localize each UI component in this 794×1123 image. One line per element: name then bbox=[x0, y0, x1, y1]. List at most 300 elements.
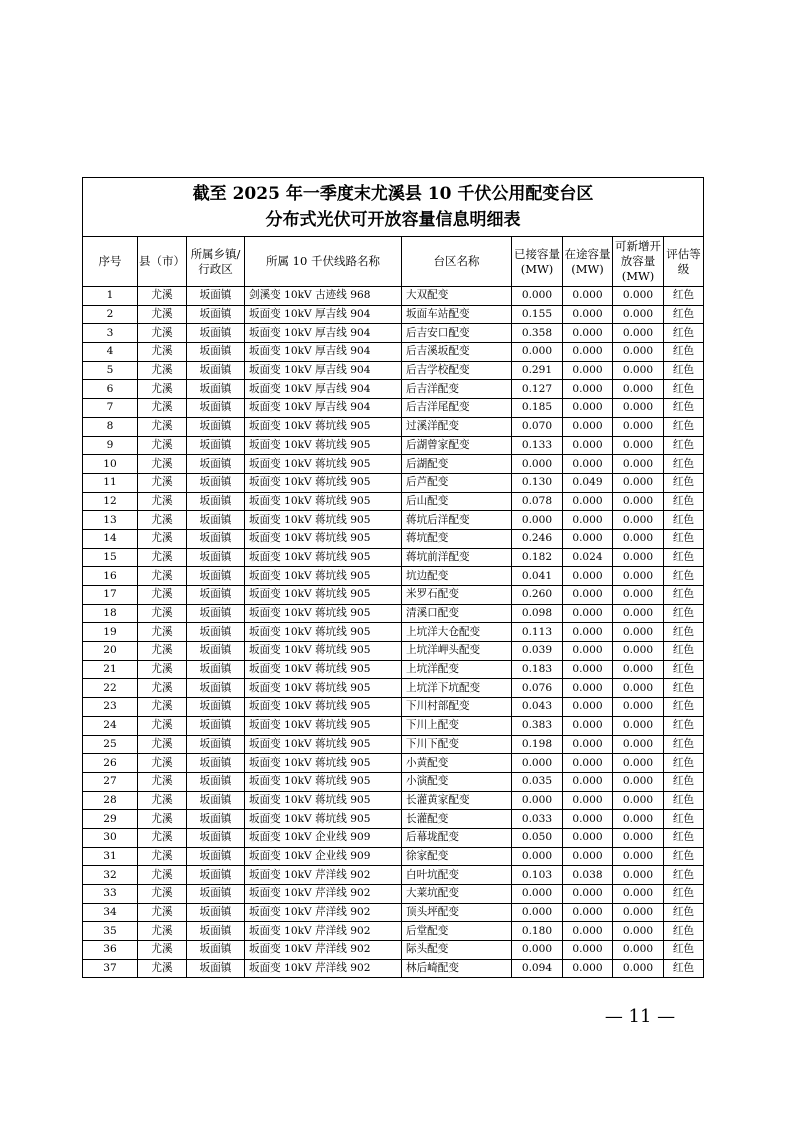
cell-in-transit: 0.000 bbox=[563, 903, 613, 922]
cell-grade: 红色 bbox=[664, 866, 704, 885]
cell-index: 15 bbox=[83, 548, 138, 567]
cell-town: 坂面镇 bbox=[187, 754, 245, 773]
cell-open: 0.000 bbox=[613, 754, 664, 773]
cell-in-transit: 0.000 bbox=[563, 399, 613, 418]
cell-in-transit: 0.000 bbox=[563, 679, 613, 698]
cell-town: 坂面镇 bbox=[187, 343, 245, 362]
cell-open: 0.000 bbox=[613, 361, 664, 380]
cell-grade: 红色 bbox=[664, 642, 704, 661]
cell-index: 12 bbox=[83, 492, 138, 511]
cell-in-transit: 0.000 bbox=[563, 287, 613, 306]
cell-index: 27 bbox=[83, 772, 138, 791]
cell-open: 0.000 bbox=[613, 604, 664, 623]
cell-connected: 0.358 bbox=[512, 324, 563, 343]
cell-area: 后湖配变 bbox=[402, 455, 512, 474]
cell-line: 坂面变 10kV 蒋坑线 905 bbox=[245, 642, 402, 661]
cell-county: 尤溪 bbox=[138, 305, 187, 324]
cell-index: 11 bbox=[83, 473, 138, 492]
cell-open: 0.000 bbox=[613, 399, 664, 418]
cell-index: 4 bbox=[83, 343, 138, 362]
cell-town: 坂面镇 bbox=[187, 305, 245, 324]
cell-line: 坂面变 10kV 蒋坑线 905 bbox=[245, 810, 402, 829]
cell-line: 坂面变 10kV 蒋坑线 905 bbox=[245, 623, 402, 642]
cell-connected: 0.133 bbox=[512, 436, 563, 455]
cell-in-transit: 0.000 bbox=[563, 623, 613, 642]
cell-open: 0.000 bbox=[613, 305, 664, 324]
cell-area: 白叶坑配变 bbox=[402, 866, 512, 885]
cell-open: 0.000 bbox=[613, 586, 664, 605]
cell-open: 0.000 bbox=[613, 885, 664, 904]
cell-connected: 0.113 bbox=[512, 623, 563, 642]
table-row bbox=[83, 866, 704, 885]
cell-town: 坂面镇 bbox=[187, 698, 245, 717]
cell-open: 0.000 bbox=[613, 866, 664, 885]
cell-town: 坂面镇 bbox=[187, 791, 245, 810]
cell-line: 坂面变 10kV 芹洋线 902 bbox=[245, 941, 402, 960]
cell-connected: 0.041 bbox=[512, 567, 563, 586]
cell-in-transit: 0.000 bbox=[563, 791, 613, 810]
cell-area: 上坑洋下坑配变 bbox=[402, 679, 512, 698]
cell-open: 0.000 bbox=[613, 529, 664, 548]
table-row bbox=[83, 305, 704, 324]
cell-area: 上坑洋配变 bbox=[402, 660, 512, 679]
cell-grade: 红色 bbox=[664, 567, 704, 586]
cell-town: 坂面镇 bbox=[187, 866, 245, 885]
cell-index: 23 bbox=[83, 698, 138, 717]
cell-index: 8 bbox=[83, 417, 138, 436]
cell-county: 尤溪 bbox=[138, 772, 187, 791]
cell-line: 坂面变 10kV 蒋坑线 905 bbox=[245, 735, 402, 754]
table-row bbox=[83, 399, 704, 418]
cell-open: 0.000 bbox=[613, 642, 664, 661]
table-row bbox=[83, 529, 704, 548]
cell-line: 坂面变 10kV 蒋坑线 905 bbox=[245, 716, 402, 735]
cell-connected: 0.291 bbox=[512, 361, 563, 380]
cell-county: 尤溪 bbox=[138, 473, 187, 492]
table-row bbox=[83, 548, 704, 567]
table-row bbox=[83, 586, 704, 605]
cell-line: 坂面变 10kV 厚吉线 904 bbox=[245, 324, 402, 343]
cell-county: 尤溪 bbox=[138, 567, 187, 586]
cell-line: 坂面变 10kV 企业线 909 bbox=[245, 828, 402, 847]
cell-in-transit: 0.000 bbox=[563, 885, 613, 904]
cell-area: 徐家配变 bbox=[402, 847, 512, 866]
cell-area: 顶头坪配变 bbox=[402, 903, 512, 922]
cell-in-transit: 0.000 bbox=[563, 305, 613, 324]
cell-area: 坑边配变 bbox=[402, 567, 512, 586]
page-number: — 11 — bbox=[604, 1006, 676, 1027]
cell-in-transit: 0.000 bbox=[563, 586, 613, 605]
table-row bbox=[83, 492, 704, 511]
cell-grade: 红色 bbox=[664, 847, 704, 866]
cell-line: 坂面变 10kV 蒋坑线 905 bbox=[245, 529, 402, 548]
cell-in-transit: 0.000 bbox=[563, 810, 613, 829]
table-row bbox=[83, 361, 704, 380]
table-row bbox=[83, 473, 704, 492]
cell-connected: 0.070 bbox=[512, 417, 563, 436]
cell-index: 19 bbox=[83, 623, 138, 642]
cell-line: 坂面变 10kV 厚吉线 904 bbox=[245, 399, 402, 418]
cell-town: 坂面镇 bbox=[187, 828, 245, 847]
cell-area: 蒋坑配变 bbox=[402, 529, 512, 548]
cell-area: 后吉洋配变 bbox=[402, 380, 512, 399]
col-header-index: 序号 bbox=[83, 237, 138, 287]
cell-in-transit: 0.000 bbox=[563, 941, 613, 960]
cell-grade: 红色 bbox=[664, 810, 704, 829]
cell-area: 后芦配变 bbox=[402, 473, 512, 492]
cell-grade: 红色 bbox=[664, 324, 704, 343]
cell-in-transit: 0.000 bbox=[563, 417, 613, 436]
cell-area: 下川村部配变 bbox=[402, 698, 512, 717]
cell-grade: 红色 bbox=[664, 903, 704, 922]
cell-connected: 0.000 bbox=[512, 343, 563, 362]
cell-connected: 0.000 bbox=[512, 791, 563, 810]
table-row bbox=[83, 716, 704, 735]
cell-in-transit: 0.000 bbox=[563, 604, 613, 623]
cell-town: 坂面镇 bbox=[187, 922, 245, 941]
cell-grade: 红色 bbox=[664, 473, 704, 492]
cell-town: 坂面镇 bbox=[187, 380, 245, 399]
cell-grade: 红色 bbox=[664, 529, 704, 548]
cell-grade: 红色 bbox=[664, 586, 704, 605]
cell-connected: 0.185 bbox=[512, 399, 563, 418]
cell-line: 坂面变 10kV 厚吉线 904 bbox=[245, 361, 402, 380]
cell-connected: 0.000 bbox=[512, 941, 563, 960]
cell-connected: 0.246 bbox=[512, 529, 563, 548]
cell-in-transit: 0.000 bbox=[563, 847, 613, 866]
cell-county: 尤溪 bbox=[138, 492, 187, 511]
cell-grade: 红色 bbox=[664, 885, 704, 904]
cell-town: 坂面镇 bbox=[187, 492, 245, 511]
cell-county: 尤溪 bbox=[138, 885, 187, 904]
cell-open: 0.000 bbox=[613, 941, 664, 960]
cell-town: 坂面镇 bbox=[187, 548, 245, 567]
cell-line: 剑溪变 10kV 古迹线 968 bbox=[245, 287, 402, 306]
cell-line: 坂面变 10kV 蒋坑线 905 bbox=[245, 679, 402, 698]
cell-town: 坂面镇 bbox=[187, 660, 245, 679]
cell-line: 坂面变 10kV 芹洋线 902 bbox=[245, 885, 402, 904]
cell-connected: 0.182 bbox=[512, 548, 563, 567]
cell-area: 后幕垅配变 bbox=[402, 828, 512, 847]
cell-area: 林后崎配变 bbox=[402, 959, 512, 978]
cell-grade: 红色 bbox=[664, 660, 704, 679]
cell-grade: 红色 bbox=[664, 343, 704, 362]
cell-in-transit: 0.000 bbox=[563, 922, 613, 941]
cell-connected: 0.383 bbox=[512, 716, 563, 735]
table-row bbox=[83, 903, 704, 922]
cell-county: 尤溪 bbox=[138, 866, 187, 885]
cell-town: 坂面镇 bbox=[187, 959, 245, 978]
cell-town: 坂面镇 bbox=[187, 586, 245, 605]
cell-line: 坂面变 10kV 厚吉线 904 bbox=[245, 343, 402, 362]
table-row bbox=[83, 380, 704, 399]
cell-connected: 0.198 bbox=[512, 735, 563, 754]
cell-in-transit: 0.024 bbox=[563, 548, 613, 567]
cell-open: 0.000 bbox=[613, 473, 664, 492]
cell-town: 坂面镇 bbox=[187, 417, 245, 436]
cell-open: 0.000 bbox=[613, 380, 664, 399]
cell-line: 坂面变 10kV 蒋坑线 905 bbox=[245, 791, 402, 810]
cell-county: 尤溪 bbox=[138, 287, 187, 306]
cell-county: 尤溪 bbox=[138, 529, 187, 548]
table-row bbox=[83, 922, 704, 941]
cell-area: 下川下配变 bbox=[402, 735, 512, 754]
cell-area: 上坑洋岬头配变 bbox=[402, 642, 512, 661]
cell-area: 后吉学校配变 bbox=[402, 361, 512, 380]
cell-grade: 红色 bbox=[664, 754, 704, 773]
cell-index: 35 bbox=[83, 922, 138, 941]
cell-county: 尤溪 bbox=[138, 511, 187, 530]
cell-open: 0.000 bbox=[613, 660, 664, 679]
cell-area: 小演配变 bbox=[402, 772, 512, 791]
cell-county: 尤溪 bbox=[138, 922, 187, 941]
cell-county: 尤溪 bbox=[138, 735, 187, 754]
cell-town: 坂面镇 bbox=[187, 716, 245, 735]
table-title bbox=[83, 178, 704, 237]
cell-open: 0.000 bbox=[613, 959, 664, 978]
cell-connected: 0.127 bbox=[512, 380, 563, 399]
cell-open: 0.000 bbox=[613, 698, 664, 717]
cell-connected: 0.183 bbox=[512, 660, 563, 679]
table-row bbox=[83, 623, 704, 642]
cell-line: 坂面变 10kV 蒋坑线 905 bbox=[245, 455, 402, 474]
cell-grade: 红色 bbox=[664, 399, 704, 418]
cell-in-transit: 0.000 bbox=[563, 455, 613, 474]
table-row bbox=[83, 417, 704, 436]
cell-town: 坂面镇 bbox=[187, 567, 245, 586]
cell-in-transit: 0.000 bbox=[563, 436, 613, 455]
cell-area: 清溪口配变 bbox=[402, 604, 512, 623]
title-line-2: 分布式光伏可开放容量信息明细表 bbox=[265, 210, 521, 230]
cell-index: 20 bbox=[83, 642, 138, 661]
table-row bbox=[83, 885, 704, 904]
header-row bbox=[83, 237, 704, 287]
cell-county: 尤溪 bbox=[138, 828, 187, 847]
cell-grade: 红色 bbox=[664, 287, 704, 306]
cell-index: 18 bbox=[83, 604, 138, 623]
cell-in-transit: 0.000 bbox=[563, 660, 613, 679]
cell-grade: 红色 bbox=[664, 941, 704, 960]
cell-town: 坂面镇 bbox=[187, 511, 245, 530]
table-row bbox=[83, 791, 704, 810]
cell-open: 0.000 bbox=[613, 511, 664, 530]
cell-open: 0.000 bbox=[613, 623, 664, 642]
cell-connected: 0.000 bbox=[512, 287, 563, 306]
cell-open: 0.000 bbox=[613, 287, 664, 306]
cell-county: 尤溪 bbox=[138, 343, 187, 362]
cell-area: 大莱坑配变 bbox=[402, 885, 512, 904]
col-header-line: 所属 10 千伏线路名称 bbox=[245, 237, 402, 287]
cell-area: 下川上配变 bbox=[402, 716, 512, 735]
cell-line: 坂面变 10kV 蒋坑线 905 bbox=[245, 511, 402, 530]
cell-grade: 红色 bbox=[664, 436, 704, 455]
cell-town: 坂面镇 bbox=[187, 623, 245, 642]
cell-county: 尤溪 bbox=[138, 436, 187, 455]
col-header-county: 县（市） bbox=[138, 237, 187, 287]
table-row bbox=[83, 828, 704, 847]
cell-in-transit: 0.000 bbox=[563, 567, 613, 586]
cell-open: 0.000 bbox=[613, 903, 664, 922]
title-line-1: 截至 2025 年一季度末尤溪县 10 千伏公用配变台区 bbox=[192, 184, 594, 204]
cell-grade: 红色 bbox=[664, 959, 704, 978]
cell-area: 过溪洋配变 bbox=[402, 417, 512, 436]
cell-area: 际头配变 bbox=[402, 941, 512, 960]
cell-open: 0.000 bbox=[613, 436, 664, 455]
cell-county: 尤溪 bbox=[138, 604, 187, 623]
cell-line: 坂面变 10kV 芹洋线 902 bbox=[245, 903, 402, 922]
table-row bbox=[83, 324, 704, 343]
cell-connected: 0.078 bbox=[512, 492, 563, 511]
table-row bbox=[83, 847, 704, 866]
col-header-area: 台区名称 bbox=[402, 237, 512, 287]
cell-town: 坂面镇 bbox=[187, 455, 245, 474]
cell-grade: 红色 bbox=[664, 922, 704, 941]
cell-in-transit: 0.000 bbox=[563, 324, 613, 343]
cell-connected: 0.094 bbox=[512, 959, 563, 978]
cell-county: 尤溪 bbox=[138, 810, 187, 829]
cell-connected: 0.000 bbox=[512, 847, 563, 866]
cell-index: 30 bbox=[83, 828, 138, 847]
cell-in-transit: 0.000 bbox=[563, 642, 613, 661]
cell-grade: 红色 bbox=[664, 492, 704, 511]
cell-index: 2 bbox=[83, 305, 138, 324]
cell-area: 长灌配变 bbox=[402, 810, 512, 829]
cell-in-transit: 0.000 bbox=[563, 735, 613, 754]
cell-grade: 红色 bbox=[664, 679, 704, 698]
cell-town: 坂面镇 bbox=[187, 324, 245, 343]
table-row bbox=[83, 772, 704, 791]
table-row bbox=[83, 567, 704, 586]
cell-grade: 红色 bbox=[664, 716, 704, 735]
cell-county: 尤溪 bbox=[138, 941, 187, 960]
table-row bbox=[83, 735, 704, 754]
cell-area: 后吉安口配变 bbox=[402, 324, 512, 343]
cell-connected: 0.155 bbox=[512, 305, 563, 324]
cell-index: 37 bbox=[83, 959, 138, 978]
col-header-in-transit: 在途容量(MW) bbox=[563, 237, 613, 287]
cell-county: 尤溪 bbox=[138, 417, 187, 436]
cell-index: 22 bbox=[83, 679, 138, 698]
cell-line: 坂面变 10kV 蒋坑线 905 bbox=[245, 772, 402, 791]
cell-line: 坂面变 10kV 蒋坑线 905 bbox=[245, 567, 402, 586]
cell-connected: 0.098 bbox=[512, 604, 563, 623]
cell-connected: 0.000 bbox=[512, 754, 563, 773]
cell-grade: 红色 bbox=[664, 623, 704, 642]
cell-town: 坂面镇 bbox=[187, 847, 245, 866]
cell-grade: 红色 bbox=[664, 361, 704, 380]
cell-in-transit: 0.000 bbox=[563, 716, 613, 735]
cell-grade: 红色 bbox=[664, 511, 704, 530]
cell-line: 坂面变 10kV 厚吉线 904 bbox=[245, 380, 402, 399]
cell-county: 尤溪 bbox=[138, 586, 187, 605]
cell-area: 大双配变 bbox=[402, 287, 512, 306]
cell-open: 0.000 bbox=[613, 324, 664, 343]
cell-line: 坂面变 10kV 蒋坑线 905 bbox=[245, 754, 402, 773]
cell-county: 尤溪 bbox=[138, 698, 187, 717]
cell-in-transit: 0.000 bbox=[563, 828, 613, 847]
cell-grade: 红色 bbox=[664, 735, 704, 754]
cell-connected: 0.043 bbox=[512, 698, 563, 717]
cell-open: 0.000 bbox=[613, 567, 664, 586]
cell-connected: 0.103 bbox=[512, 866, 563, 885]
cell-area: 坂面车站配变 bbox=[402, 305, 512, 324]
cell-index: 28 bbox=[83, 791, 138, 810]
cell-area: 长灌黄家配变 bbox=[402, 791, 512, 810]
cell-open: 0.000 bbox=[613, 847, 664, 866]
table-row bbox=[83, 959, 704, 978]
table-row bbox=[83, 343, 704, 362]
cell-grade: 红色 bbox=[664, 417, 704, 436]
cell-connected: 0.050 bbox=[512, 828, 563, 847]
cell-county: 尤溪 bbox=[138, 754, 187, 773]
cell-county: 尤溪 bbox=[138, 903, 187, 922]
table-row bbox=[83, 436, 704, 455]
cell-index: 5 bbox=[83, 361, 138, 380]
cell-connected: 0.000 bbox=[512, 455, 563, 474]
cell-grade: 红色 bbox=[664, 772, 704, 791]
cell-in-transit: 0.000 bbox=[563, 698, 613, 717]
cell-in-transit: 0.000 bbox=[563, 380, 613, 399]
cell-area: 后山配变 bbox=[402, 492, 512, 511]
cell-index: 10 bbox=[83, 455, 138, 474]
table-row bbox=[83, 941, 704, 960]
cell-county: 尤溪 bbox=[138, 642, 187, 661]
cell-in-transit: 0.000 bbox=[563, 529, 613, 548]
cell-open: 0.000 bbox=[613, 810, 664, 829]
col-header-open: 可新增开放容量(MW) bbox=[613, 237, 664, 287]
cell-index: 21 bbox=[83, 660, 138, 679]
cell-line: 坂面变 10kV 芹洋线 902 bbox=[245, 959, 402, 978]
table-row bbox=[83, 698, 704, 717]
cell-index: 17 bbox=[83, 586, 138, 605]
cell-grade: 红色 bbox=[664, 698, 704, 717]
cell-county: 尤溪 bbox=[138, 361, 187, 380]
col-header-connected: 已接容量(MW) bbox=[512, 237, 563, 287]
cell-town: 坂面镇 bbox=[187, 735, 245, 754]
cell-index: 29 bbox=[83, 810, 138, 829]
cell-line: 坂面变 10kV 蒋坑线 905 bbox=[245, 417, 402, 436]
cell-connected: 0.000 bbox=[512, 511, 563, 530]
cell-open: 0.000 bbox=[613, 716, 664, 735]
cell-index: 32 bbox=[83, 866, 138, 885]
cell-index: 24 bbox=[83, 716, 138, 735]
cell-index: 6 bbox=[83, 380, 138, 399]
cell-county: 尤溪 bbox=[138, 679, 187, 698]
cell-connected: 0.000 bbox=[512, 903, 563, 922]
cell-index: 26 bbox=[83, 754, 138, 773]
cell-area: 蒋坑后洋配变 bbox=[402, 511, 512, 530]
cell-in-transit: 0.000 bbox=[563, 754, 613, 773]
cell-town: 坂面镇 bbox=[187, 885, 245, 904]
cell-area: 后吉溪坂配变 bbox=[402, 343, 512, 362]
cell-line: 坂面变 10kV 厚吉线 904 bbox=[245, 305, 402, 324]
cell-connected: 0.130 bbox=[512, 473, 563, 492]
cell-area: 米罗石配变 bbox=[402, 586, 512, 605]
cell-connected: 0.180 bbox=[512, 922, 563, 941]
cell-in-transit: 0.000 bbox=[563, 492, 613, 511]
table-row bbox=[83, 511, 704, 530]
cell-area: 上坑洋大仓配变 bbox=[402, 623, 512, 642]
table-row bbox=[83, 604, 704, 623]
table-row bbox=[83, 642, 704, 661]
cell-open: 0.000 bbox=[613, 548, 664, 567]
cell-area: 后吉洋尾配变 bbox=[402, 399, 512, 418]
col-header-town: 所属乡镇/行政区 bbox=[187, 237, 245, 287]
cell-town: 坂面镇 bbox=[187, 287, 245, 306]
cell-county: 尤溪 bbox=[138, 660, 187, 679]
cell-county: 尤溪 bbox=[138, 324, 187, 343]
cell-area: 小黄配变 bbox=[402, 754, 512, 773]
